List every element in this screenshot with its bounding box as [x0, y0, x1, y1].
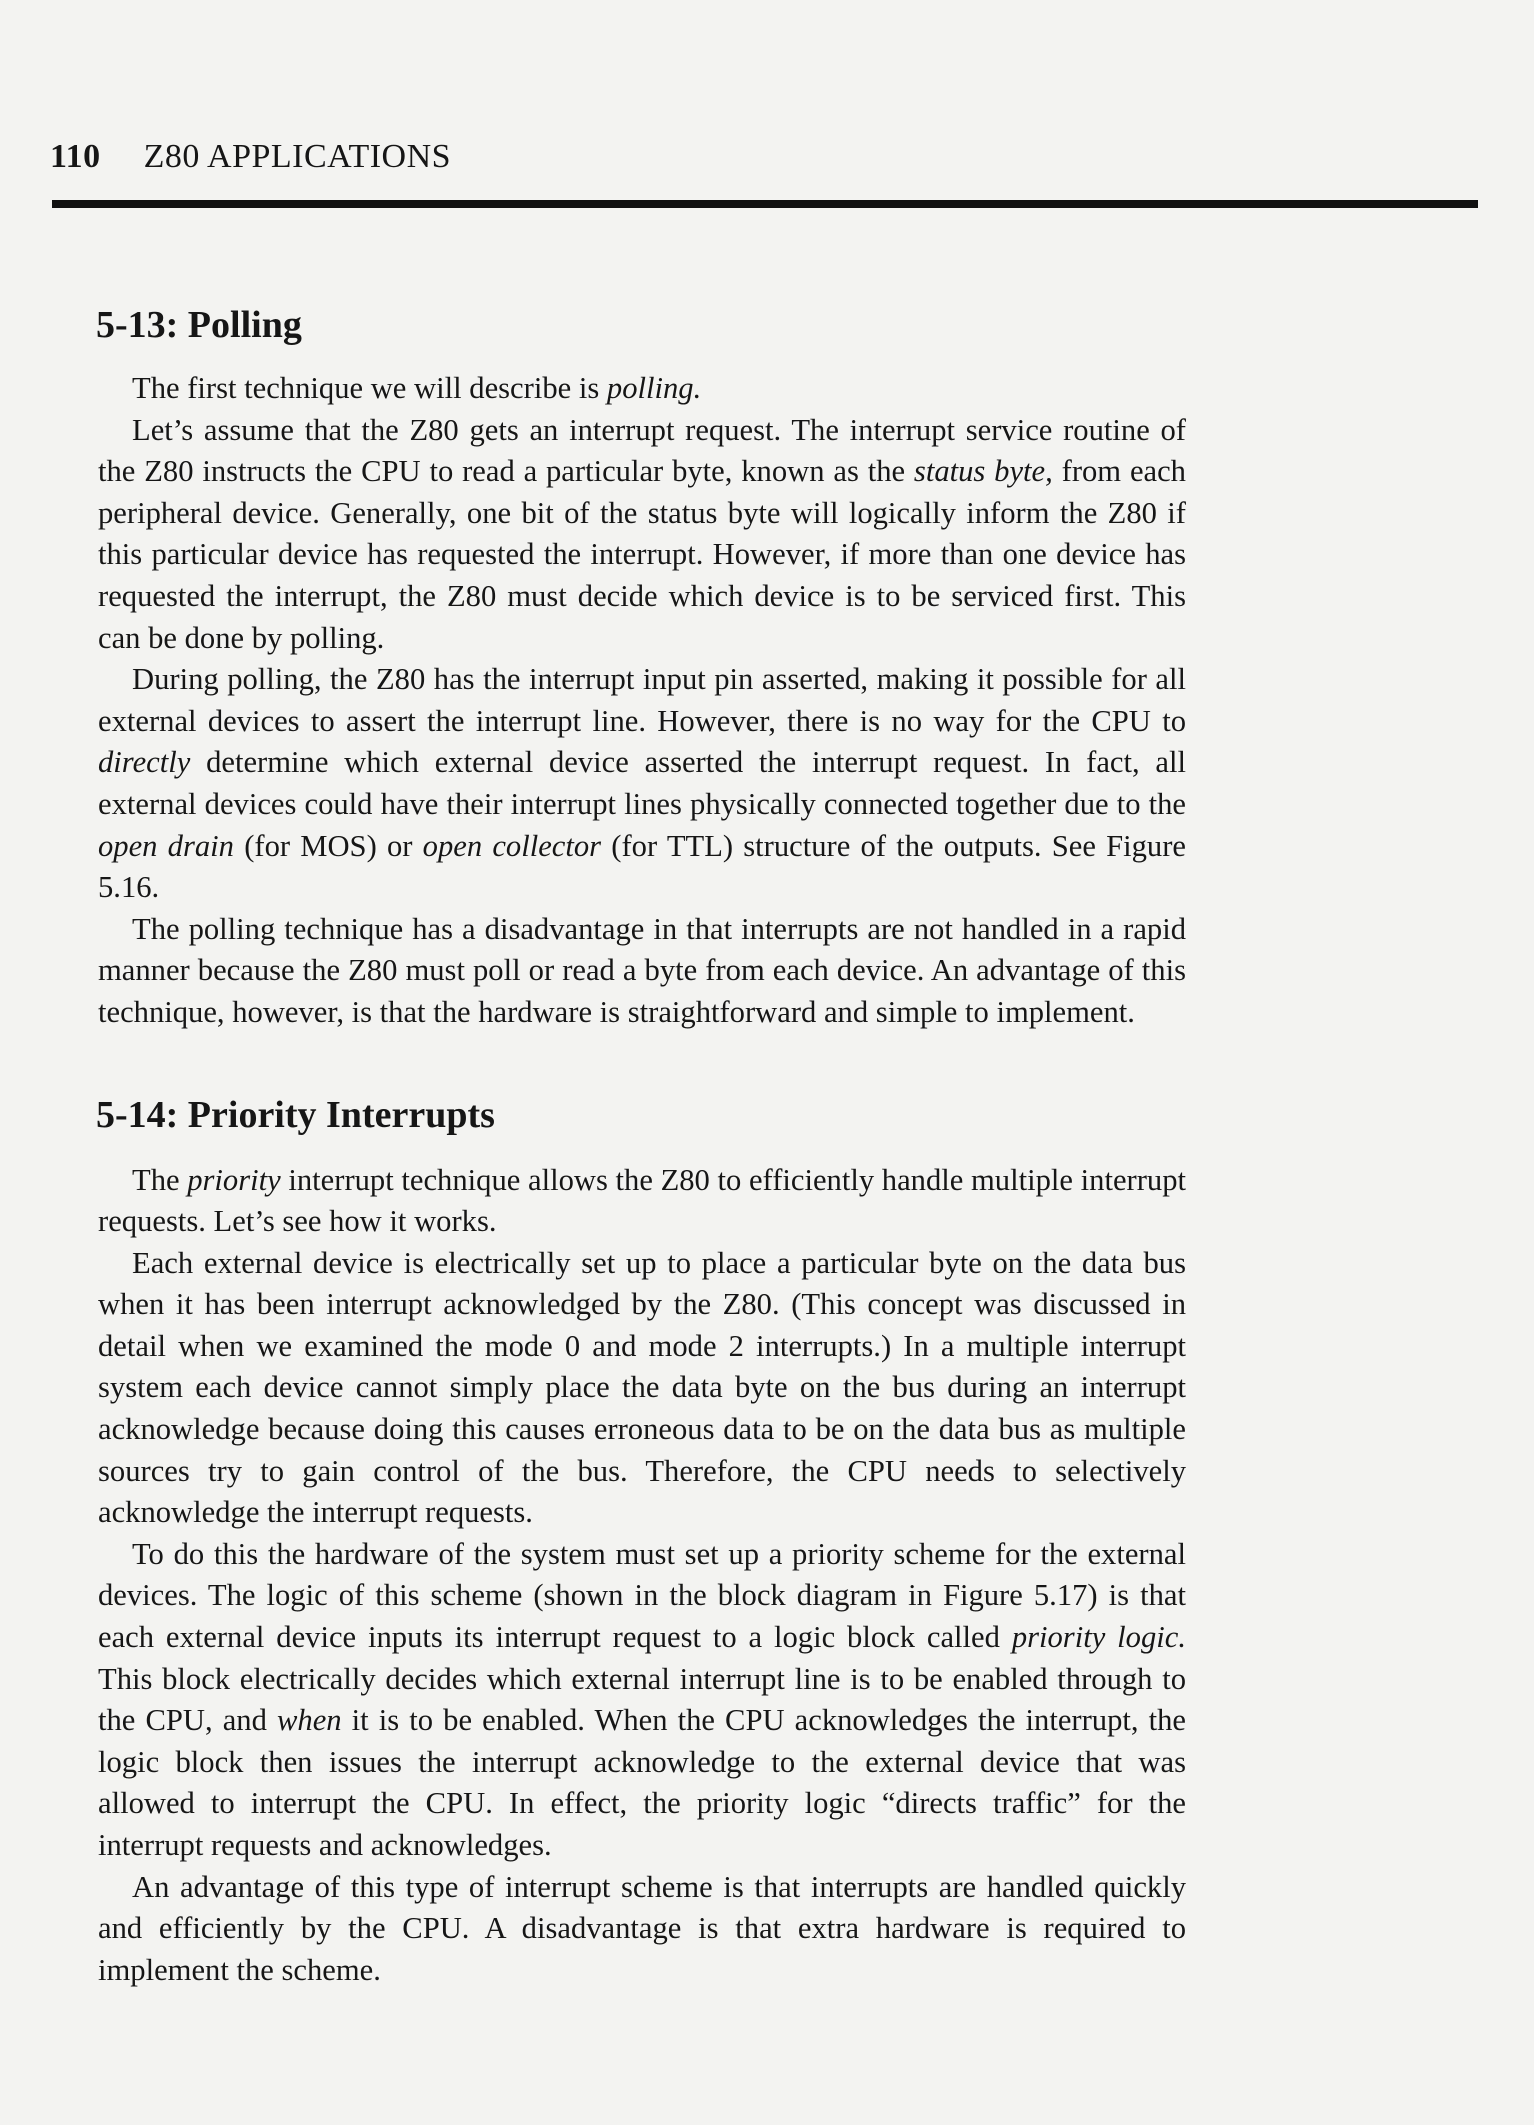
section-polling: [98, 300, 1186, 1034]
italic-run: priority logic.: [1011, 1620, 1186, 1655]
paragraph: [98, 1160, 1186, 1243]
paragraph: [98, 1534, 1186, 1867]
text-run: The first technique we will describe is: [132, 371, 607, 405]
paragraph: [98, 1243, 1186, 1534]
paragraph: [98, 659, 1186, 909]
page-number: 110: [50, 138, 101, 175]
text-run: it is to be enabled. When the CPU acknowledges the interrupt, the logic block then issues the interrupt acknowledge to the external device that was allowed to interrupt the CPU. In effect, the priority logic “directs traffic” for the interrupt requests and acknowledges.: [98, 1703, 1186, 1862]
italic-run: polling.: [606, 371, 702, 405]
section-heading: 5-14: Priority Interrupts: [96, 1093, 495, 1136]
italic-run: status byte,: [913, 454, 1053, 489]
paragraph: [98, 909, 1186, 1034]
text-run: An advantage of this type of interrupt scheme is that interrupts are handled quickly and efficiently by the CPU. A disadvantage is that extra hardware is required to implement the scheme.: [98, 1869, 1186, 1987]
text-run: Let’s assume that the Z80 gets an interrupt request. The interrupt service routine of the Z80 instructs the CPU to read a particular byte, known as the: [98, 412, 1186, 489]
running-header: [50, 138, 451, 176]
body-text: [98, 300, 1186, 1991]
italic-run: when: [277, 1703, 342, 1738]
text-run: (for MOS) or: [233, 828, 423, 863]
text-run: This block electrically decides which external interrupt line is to be enabled through to the CPU, and: [98, 1661, 1186, 1738]
paragraph: [98, 368, 1186, 410]
text-run: determine which external device asserted the interrupt request. In fact, all external devices could have their interrupt lines physically connected together due to the: [98, 745, 1186, 821]
text-run: interrupt technique allows the Z80 to efficiently handle multiple interrupt requests. Let’s see how it works.: [98, 1162, 1186, 1239]
italic-run: directly: [98, 745, 191, 780]
header-rule: [52, 200, 1478, 208]
text-run: from each peripheral device. Generally, one bit of the status byte will logically inform the Z80 if this particular device has requested the interrupt. However, if more than one device has requested the interrupt, the Z80 must decide which device is to be serviced first. This can be done by polling.: [98, 454, 1186, 655]
text-run: The: [132, 1162, 188, 1197]
italic-run: open drain: [98, 828, 234, 863]
italic-run: priority: [187, 1162, 281, 1197]
text-run: (for TTL) structure of the outputs. See Figure 5.16.: [98, 828, 1186, 905]
text-run: During polling, the Z80 has the interrupt input pin asserted, making it possible for all external devices to assert the interrupt line. However, there is no way for the CPU to: [98, 662, 1186, 738]
section-heading: 5-13: Polling: [96, 304, 302, 346]
text-run: The polling technique has a disadvantage in that interrupts are not handled in a rapid manner because the Z80 must poll or read a byte from each device. An advantage of this technique, however, is that the hardware is straightforward and simple to implement.: [98, 911, 1186, 1029]
text-run: Each external device is electrically set up to place a particular byte on the data bus when it has been interrupt acknowledged by the Z80. (This concept was discussed in detail when we examined the mode 0 and mode 2 interrupts.) In a multiple interrupt system each device cannot simply place the data byte on the bus during an interrupt acknowledge because doing this causes erroneous data to be on the data bus as multiple sources try to gain control of the bus. Therefore, the CPU needs to selectively acknowledge the interrupt requests.: [98, 1245, 1186, 1530]
section-priority-interrupts: [98, 1090, 1186, 1992]
text-run: To do this the hardware of the system must set up a priority scheme for the external devices. The logic of this scheme (shown in the block diagram in Figure 5.17) is that each external device inputs its interrupt request to a logic block called: [98, 1536, 1186, 1655]
italic-run: open collector: [422, 828, 602, 863]
paragraph: [98, 410, 1186, 660]
running-title: Z80 APPLICATIONS: [143, 138, 452, 175]
paragraph: [98, 1867, 1186, 1992]
